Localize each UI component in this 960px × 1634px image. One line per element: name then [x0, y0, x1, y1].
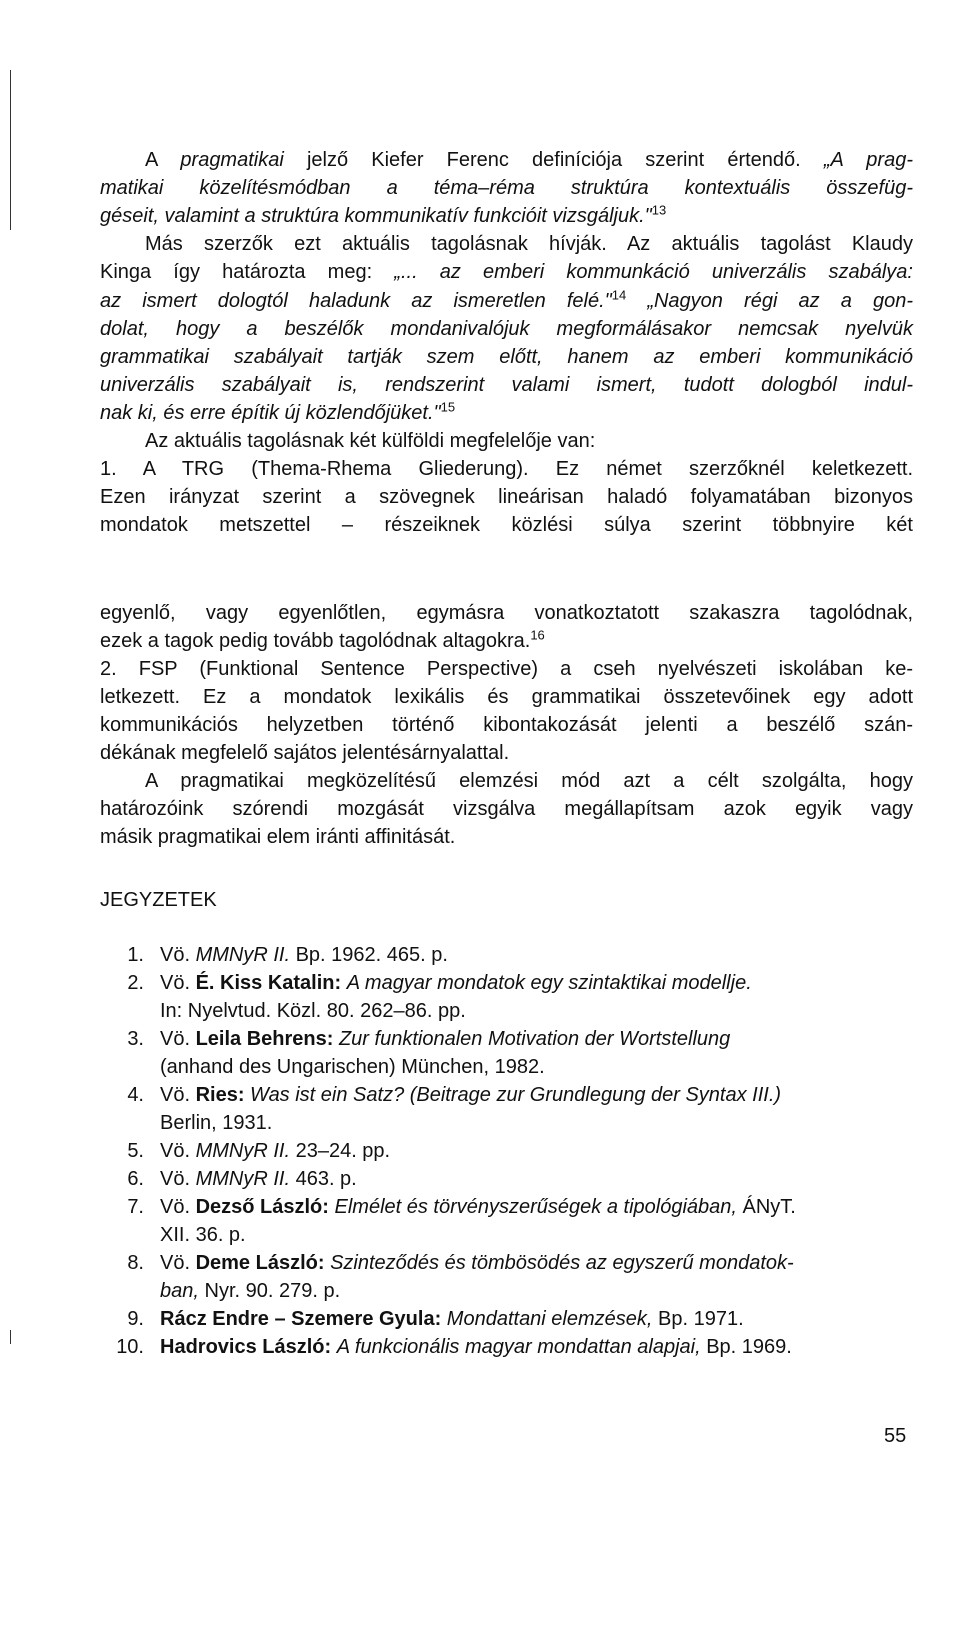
body-line — [100, 372, 913, 398]
text-run: Hadrovics László: — [160, 1336, 332, 1358]
text-run: Bp. 1962. 465. p. — [290, 944, 448, 966]
text-run: Vö. — [160, 1028, 196, 1050]
text-run: Vö. — [160, 1168, 196, 1190]
text-run: pragmatikai — [180, 149, 284, 171]
text-run: dékának megfelelő sajátos jelentésárnyalattal. — [100, 742, 510, 764]
text-run: univerzális szabályait is, rendszerint valami ismert, tudott dologból indul- — [100, 374, 913, 396]
body-line — [100, 796, 913, 822]
text-run: XII. 36. p. — [160, 1224, 246, 1246]
body-line — [100, 712, 913, 738]
body-line — [100, 175, 913, 201]
text-run: A — [145, 149, 181, 171]
text-run: Deme László: — [195, 1252, 325, 1274]
text-run: Más szerzők ezt aktuális tagolásnak hívják. Az aktuális tagolást Klaudy — [145, 233, 913, 255]
body-line — [100, 600, 913, 626]
note-text-line — [160, 1334, 792, 1360]
text-run: In: Nyelvtud. Közl. 80. 262–86. pp. — [160, 1000, 466, 1022]
body-line — [100, 684, 913, 710]
text-run: dolat, hogy a beszélők mondanivalójuk megformálásakor nemcsak nyelvük — [100, 318, 913, 340]
text-run: ÁNyT. — [736, 1196, 796, 1218]
body-line — [100, 740, 509, 766]
text-run: Vö. — [160, 944, 196, 966]
body-line — [100, 344, 913, 370]
note-number: 9. — [127, 1308, 144, 1330]
body-line — [100, 316, 913, 342]
notes-heading: JEGYZETEK — [100, 889, 217, 911]
body-line — [145, 428, 595, 454]
body-line — [100, 400, 455, 426]
body-line — [100, 512, 913, 538]
note-text-line — [160, 1026, 730, 1052]
body-line — [100, 203, 666, 229]
text-run: matikai közelítésmódban a téma–réma struktúra kontextuális összefüg- — [100, 177, 913, 199]
text-run: Vö. — [160, 1084, 196, 1106]
text-run: letkezett. Ez a mondatok lexikális és grammatikai összetevőinek egy adott — [100, 686, 913, 708]
text-run: A funkcionális magyar mondattan alapjai, — [336, 1336, 701, 1358]
body-line — [100, 628, 545, 654]
text-run: egyenlő, vagy egyenlőtlen, egymásra vonatkoztatott szakaszra tagolódnak, — [100, 602, 913, 624]
note-text-line — [160, 1138, 390, 1164]
body-line — [100, 824, 455, 850]
text-run: A pragmatikai megközelítésű elemzési mód azt a célt szolgálta, hogy — [145, 770, 913, 792]
text-run: mondatok metszettel – részeiknek közlési súlya szerint többnyire két — [100, 514, 913, 536]
text-run: 2. FSP (Funktional Sentence Perspective) a cseh nyelvészeti iskolában ke- — [100, 658, 913, 680]
text-run: Nyr. 90. 279. p. — [198, 1280, 341, 1302]
note-text-line — [160, 998, 466, 1024]
body-line — [100, 456, 913, 482]
text-run: ban, — [160, 1280, 199, 1302]
page-number: 55 — [884, 1425, 907, 1447]
text-run: határozóink szórendi mozgását vizsgálva megállapítsam azok egyik vagy — [100, 798, 913, 820]
body-line — [145, 231, 913, 257]
left-edge-mark-top — [10, 70, 11, 230]
text-run: Bp. 1969. — [700, 1336, 792, 1358]
text-run: MMNyR II. — [195, 944, 291, 966]
note-text-line — [160, 942, 448, 968]
text-run: Ezen irányzat szerint a szövegnek lineárisan haladó folyamatában bizonyos — [100, 486, 913, 508]
text-run: Vö. — [160, 1196, 196, 1218]
text-run: Elmélet és törvényszerűségek a tipológiában, — [334, 1196, 737, 1218]
note-number: 2. — [127, 972, 144, 994]
text-run: Berlin, 1931. — [160, 1112, 273, 1134]
text-run: Mondattani elemzések, — [446, 1308, 653, 1330]
text-run: nak ki, és erre építik új közlendőjüket." — [100, 402, 441, 424]
text-run: 1. A TRG (Thema-Rhema Gliederung). Ez német szerzőknél keletkezett. — [100, 458, 913, 480]
note-number: 4. — [127, 1084, 144, 1106]
text-run: 15 — [440, 399, 456, 415]
text-run: Vö. — [160, 972, 196, 994]
body-line — [145, 768, 913, 794]
text-run: Zur funktionalen Motivation der Wortstellung — [338, 1028, 731, 1050]
text-run: MMNyR II. — [195, 1168, 291, 1190]
body-line — [100, 656, 913, 682]
text-run: Leila Behrens: — [195, 1028, 334, 1050]
text-run: (anhand des Ungarischen) München, 1982. — [160, 1056, 545, 1078]
text-run: A magyar mondatok egy szintaktikai modellje. — [346, 972, 752, 994]
text-run: Ries: — [195, 1084, 245, 1106]
text-run: grammatikai szabályait tartják szem előtt, hanem az emberi kommunikáció — [100, 346, 913, 368]
note-text-line — [160, 1306, 744, 1332]
text-run: Szinteződés és tömbösödés az egyszerű mondatok- — [330, 1252, 794, 1274]
note-number: 7. — [127, 1196, 144, 1218]
text-run: „... az emberi kommunkáció univerzális szabálya: — [394, 261, 913, 283]
text-run: 23–24. pp. — [290, 1140, 391, 1162]
text-run: Bp. 1971. — [652, 1308, 744, 1330]
text-run: ezek a tagok pedig tovább tagolódnak altagokra. — [100, 630, 531, 652]
body-line — [100, 259, 913, 285]
note-text-line — [160, 1082, 781, 1108]
text-run: MMNyR II. — [195, 1140, 291, 1162]
body-line — [100, 288, 913, 314]
left-edge-mark-bottom — [10, 1330, 11, 1344]
body-line — [145, 147, 913, 173]
text-run: 13 — [651, 202, 667, 218]
text-run: „Nagyon régi az a gon- — [647, 290, 913, 312]
text-run: 16 — [530, 627, 545, 643]
note-number: 6. — [127, 1168, 144, 1190]
note-text-line — [160, 1166, 357, 1192]
note-text-line — [160, 1250, 794, 1276]
note-number: 3. — [127, 1028, 144, 1050]
text-run: Rácz Endre – Szemere Gyula: — [160, 1308, 442, 1330]
note-number: 5. — [127, 1140, 144, 1162]
text-run: Was ist ein Satz? (Beitrage zur Grundlegung der Syntax III.) — [250, 1084, 782, 1106]
note-text-line — [160, 1110, 272, 1136]
text-run: 14 — [611, 287, 627, 303]
body-line — [100, 484, 913, 510]
note-number: 1. — [127, 944, 144, 966]
text-run: jelző Kiefer Ferenc definíciója szerint értendő. — [283, 149, 824, 171]
text-run: Dezső László: — [195, 1196, 329, 1218]
note-number: 10. — [116, 1336, 144, 1358]
text-run: Kinga így határozta meg: — [100, 261, 395, 283]
text-run: Vö. — [160, 1252, 196, 1274]
text-run — [626, 290, 647, 312]
note-text-line — [160, 970, 752, 996]
note-text-line — [160, 1278, 340, 1304]
text-run: É. Kiss Katalin: — [195, 972, 342, 994]
text-run: az ismert dologtól haladunk az ismeretlen felé." — [100, 290, 612, 312]
text-run: 463. p. — [290, 1168, 357, 1190]
text-run: Az aktuális tagolásnak két külföldi megfelelője van: — [145, 430, 596, 452]
note-text-line — [160, 1054, 545, 1080]
text-run: géseit, valamint a struktúra kommunikatív funkcióit vizsgáljuk." — [100, 205, 652, 227]
text-run: Vö. — [160, 1140, 196, 1162]
note-text-line — [160, 1222, 246, 1248]
text-run: másik pragmatikai elem iránti affinitását. — [100, 826, 456, 848]
note-text-line — [160, 1194, 796, 1220]
text-run: „A prag- — [823, 149, 913, 171]
text-run: kommunikációs helyzetben történő kibontakozását jelenti a beszélő szán- — [100, 714, 913, 736]
note-number: 8. — [127, 1252, 144, 1274]
